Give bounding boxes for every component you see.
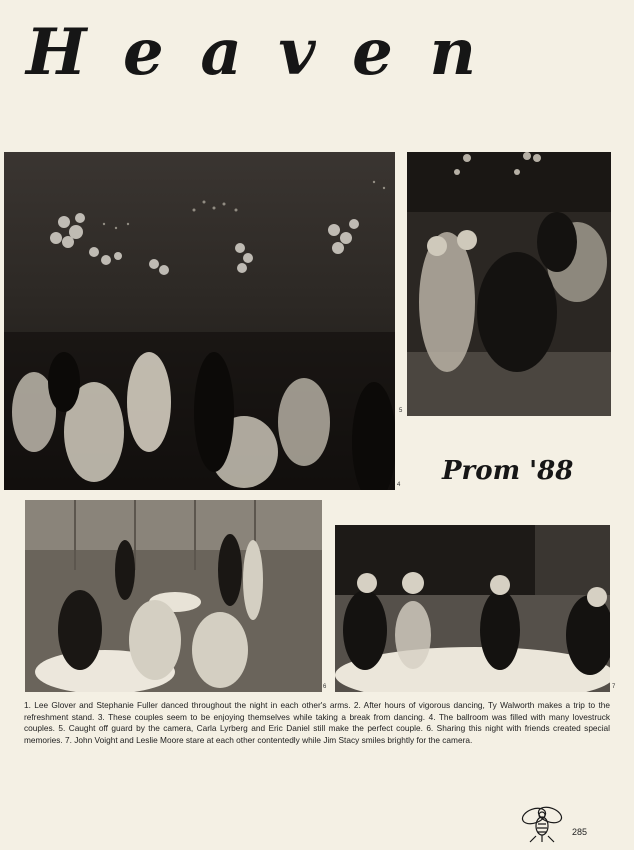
photo-ballroom <box>4 152 395 490</box>
title-letter: e <box>352 15 393 90</box>
photo-number: 6 <box>323 684 327 690</box>
hornet-mascot-icon <box>514 802 570 844</box>
title-letter: n <box>429 15 476 90</box>
title-letter: v <box>278 15 316 90</box>
title-letter: a <box>200 15 242 90</box>
page-title <box>26 15 476 90</box>
photo-refreshment-area <box>25 500 322 692</box>
photo-number: 7 <box>612 684 616 690</box>
title-letter: e <box>123 15 164 90</box>
photo-number: 4 <box>397 482 401 488</box>
photo-caption: 1. Lee Glover and Stephanie Fuller danced throughout the night in each other's arms. 2. After hours of vigorous dancing, Ty Walworth makes a trip to the refreshment stand. 3. These couples seem to be enjoying themselves while taking a break from dancing. 4. The ballroom was filled with many lovestruck couples. 5. Caught off guard by the camera, Carla Lyrberg and Eric Daniel still make the perfect couple. 6. Sharing this night with friends created special memories. 7. John Voight and Leslie Moore stare at each other contentedly while Jim Stacy smiles brightly for the camera. <box>24 700 610 745</box>
photo-number: 5 <box>399 408 403 414</box>
title-letter: H <box>26 15 87 90</box>
photo-table-friends <box>335 525 610 692</box>
photo-seated-couples <box>407 152 611 416</box>
section-subtitle: Prom '88 <box>442 456 574 486</box>
page-number: 285 <box>572 827 588 837</box>
